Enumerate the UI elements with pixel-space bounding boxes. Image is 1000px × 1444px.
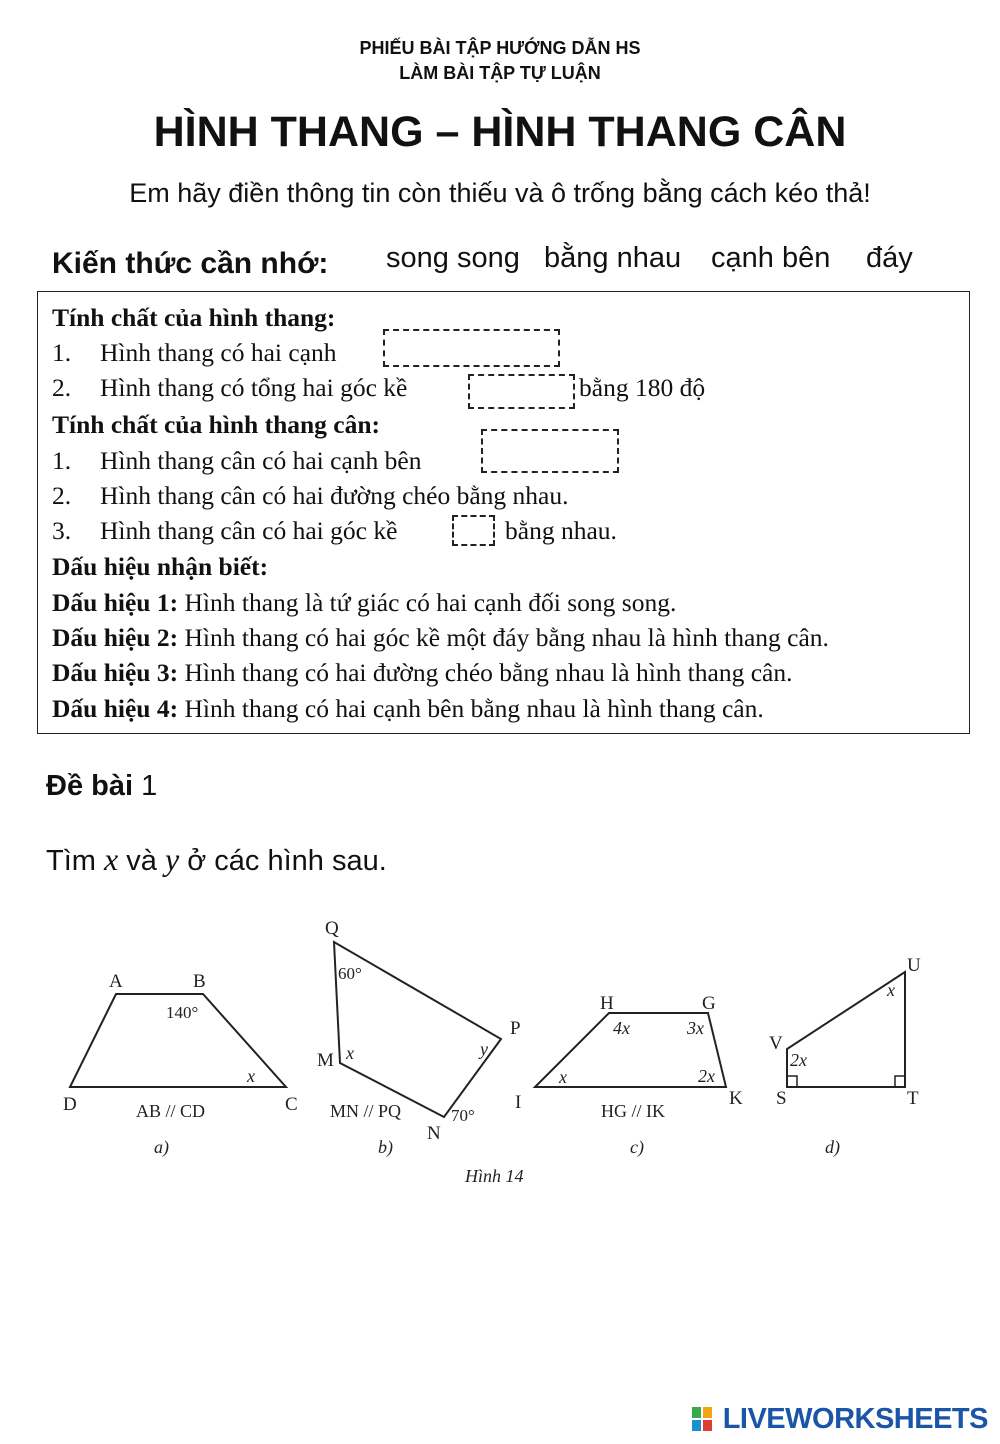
caption-b: b) [378,1137,393,1157]
vertex-label-t: T [907,1088,919,1109]
page-title: HÌNH THANG – HÌNH THANG CÂN [153,108,847,156]
instruction-text: Em hãy điền thông tin còn thiếu và ô trống bằng cách kéo thả! [129,178,871,208]
caption-a: a) [154,1137,169,1157]
figure-14 [0,900,1000,1200]
drop-zone-3[interactable] [481,429,619,473]
liveworksheets-logo: LIVEWORKSHEETS [722,1403,988,1435]
worksheet-header-line2: LÀM BÀI TẬP TỰ LUẬN [399,63,601,83]
vertex-label-m: M [317,1050,334,1071]
sign-3: Dấu hiệu 3: Hình thang có hai đường chéo bằng nhau là hình thang cân. [52,658,793,687]
angle-label-m: x [346,1043,354,1063]
angle-label-b: 140° [166,1003,199,1022]
vertex-label-q: Q [325,918,339,939]
vertex-label-h: H [600,993,614,1014]
drag-word-day[interactable]: đáy [866,242,913,274]
isosceles-line-1: 1. Hình thang cân có hai cạnh bên [52,446,422,475]
angle-label-c: x [247,1066,255,1086]
isosceles-line-3-end: bằng nhau. [505,516,617,545]
property-line-2-end: bằng 180 độ [579,373,706,402]
note-c: HG // IK [601,1101,665,1121]
knowledge-label: Kiến thức cần nhớ: [52,247,329,280]
section-isosceles-properties: Tính chất của hình thang cân: [52,410,381,439]
exercise-task: Tìm x và y ở các hình sau. [46,841,387,877]
vertex-label-g: G [702,993,716,1014]
vertex-label-i: I [515,1092,522,1113]
vertex-label-a: A [109,971,123,992]
isosceles-line-3: 3. Hình thang cân có hai góc kề [52,516,398,545]
vertex-label-v: V [769,1033,783,1054]
angle-label-u: x [887,980,895,1000]
caption-c: c) [630,1137,644,1157]
angle-label-g: 3x [687,1018,704,1038]
vertex-label-p: P [510,1018,521,1039]
drag-word-song-song[interactable]: song song [386,242,520,274]
vertex-label-d: D [63,1094,77,1115]
drop-zone-4[interactable] [452,515,495,546]
sign-1: Dấu hiệu 1: Hình thang là tứ giác có hai cạnh đối song song. [52,588,677,617]
liveworksheets-logo-icon [692,1407,712,1431]
drop-zone-1[interactable] [383,329,560,367]
vertex-label-s: S [776,1088,787,1109]
angle-label-h: 4x [613,1018,630,1038]
caption-d: d) [825,1137,840,1157]
angle-label-v: 2x [790,1050,807,1070]
property-line-1: 1. Hình thang có hai cạnh [52,338,337,367]
isosceles-line-2: 2. Hình thang cân có hai đường chéo bằng nhau. [52,481,569,510]
vertex-label-k: K [729,1088,743,1109]
angle-label-p: y [480,1039,488,1059]
angle-label-n: 70° [451,1106,475,1125]
angle-label-i: x [559,1067,567,1087]
section-trapezoid-properties: Tính chất của hình thang: [52,303,336,332]
sign-4: Dấu hiệu 4: Hình thang có hai cạnh bên bằng nhau là hình thang cân. [52,694,764,723]
property-line-2: 2. Hình thang có tổng hai góc kề [52,373,408,402]
figure-caption: Hình 14 [465,1166,524,1186]
vertex-label-n: N [427,1123,441,1144]
vertex-label-u: U [907,955,921,976]
angle-label-q: 60° [338,964,362,983]
drag-word-canh-ben[interactable]: cạnh bên [711,242,831,274]
note-a: AB // CD [136,1101,206,1121]
vertex-label-b: B [193,971,206,992]
vertex-label-c: C [285,1094,298,1115]
sign-2: Dấu hiệu 2: Hình thang có hai góc kề một đáy bằng nhau là hình thang cân. [52,623,829,652]
angle-label-k: 2x [698,1066,715,1086]
note-b: MN // PQ [330,1101,402,1121]
exercise-heading: Đề bài 1 [46,770,158,802]
section-recognition-signs: Dấu hiệu nhận biết: [52,552,269,581]
drag-word-bang-nhau[interactable]: bằng nhau [544,242,682,274]
worksheet-header-line1: PHIẾU BÀI TẬP HƯỚNG DẪN HS [359,38,641,58]
drop-zone-2[interactable] [468,374,575,409]
